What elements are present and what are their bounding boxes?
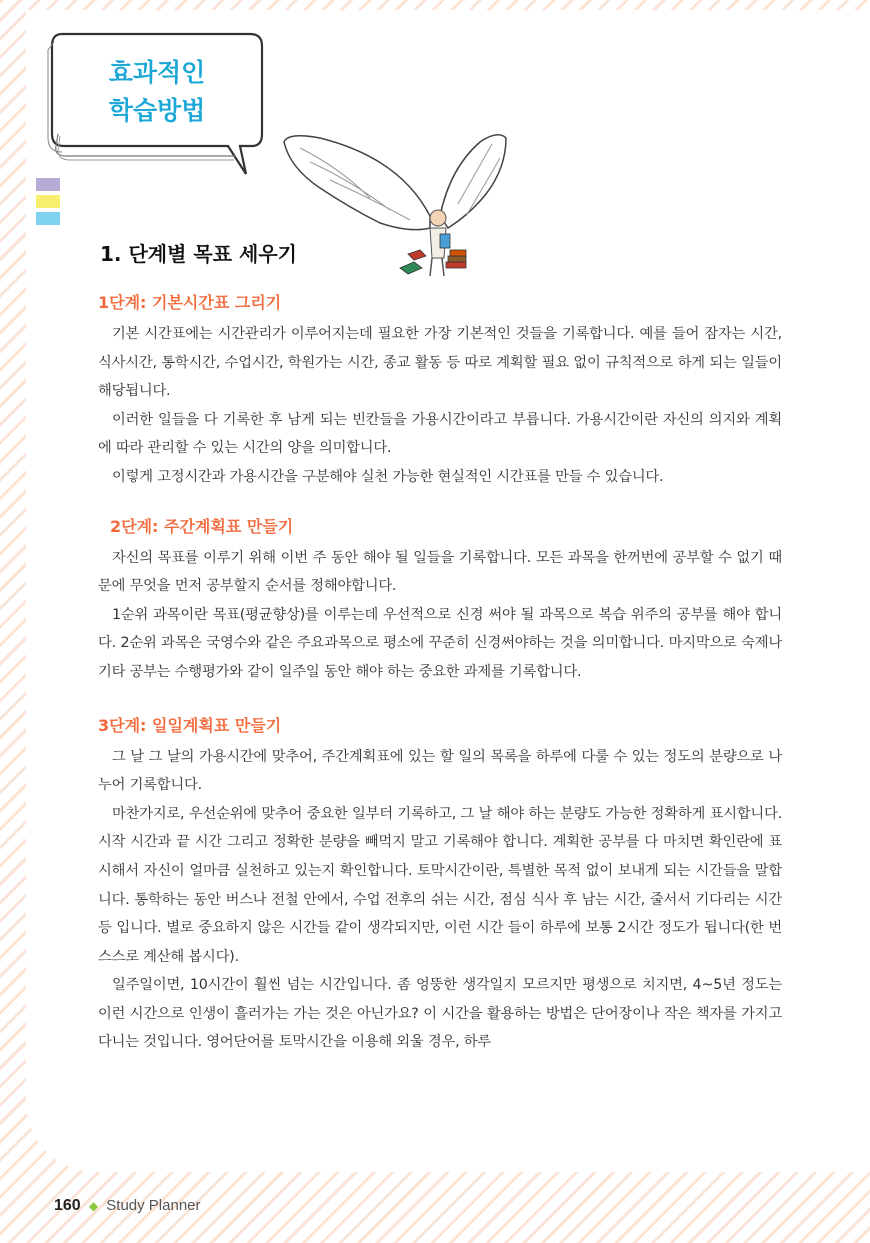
step-2	[98, 514, 782, 687]
step-3-paragraph-3: 일주일이면, 10시간이 훨씬 넘는 시간입니다. 좀 엉뚱한 생각일지 모르지만 평생으로 치지면, 4~5년 정도는 이런 시간으로 인생이 흘러가는 가는 것은 아닌가요? 이 시간을 활용하는 방법은 단어장이나 작은 책자를 가지고 다니는 것입니다. 영어단어를 토막시간을 이용해 외울 경우, 하루	[98, 977, 782, 1051]
step-1-paragraph-2: 이러한 일들을 다 기록한 후 남게 되는 빈칸들을 가용시간이라고 부릅니다. 가용시간이란 자신의 의지와 계획에 따라 관리할 수 있는 시간의 양을 의미합니다.	[98, 411, 782, 457]
step-3-title: 3단계: 일일계획표 만들기	[98, 715, 282, 735]
winged-student-illustration	[280, 128, 510, 288]
tab-purple	[36, 178, 60, 191]
tab-yellow	[36, 195, 60, 208]
color-tabs	[36, 178, 60, 229]
page-number: 160	[54, 1197, 81, 1214]
step-3	[98, 713, 782, 1058]
step-1	[98, 290, 782, 492]
step-1-paragraph-1: 기본 시간표에는 시간관리가 이루어지는데 필요한 가장 기본적인 것들을 기록합니다. 예를 들어 잠자는 시간, 식사시간, 통학시간, 수업시간, 학원가는 시간, 종교 활동 등 따로 계획할 필요 없이 규칙적으로 하게 되는 일들이 해당됩니다.	[98, 326, 782, 400]
step-2-title: 2단계: 주간계획표 만들기	[110, 516, 294, 536]
diamond-icon: ◆	[88, 1199, 99, 1213]
step-3-paragraph-1: 그 날 그 날의 가용시간에 맞추어, 주간계획표에 있는 할 일의 목록을 하루에 다룰 수 있는 정도의 분량으로 나누어 기록합니다.	[98, 748, 782, 794]
step-2-paragraph-1: 자신의 목표를 이루기 위해 이번 주 동안 해야 될 일들을 기록합니다. 모든 과목을 한꺼번에 공부할 수 없기 때문에 무엇을 먼저 공부할지 순서를 정해야합니다.	[98, 549, 782, 595]
bubble-title-line1: 효과적인	[108, 58, 206, 87]
tab-cyan	[36, 212, 60, 225]
right-wing-icon	[440, 135, 506, 228]
left-wing-icon	[284, 136, 430, 230]
step-1-title: 1단계: 기본시간표 그리기	[98, 293, 282, 312]
step-1-paragraph-3: 이렇게 고정시간과 가용시간을 구분해야 실천 가능한 현실적인 시간표를 만들 수 있습니다.	[112, 468, 664, 485]
content	[98, 290, 782, 1057]
step-2-paragraph-2: 1순위 과목이란 목표(평균향상)를 이루는데 우선적으로 신경 써야 될 과목으로 복습 위주의 공부를 해야 합니다. 2순위 과목은 국영수와 같은 주요과목으로 평소에 꾸준히 신경써야하는 것을 의미합니다. 마지막으로 숙제나 기타 공부는 수행평가와 같이 일주일 동안 해야 하는 중요한 과제를 기록합니다.	[98, 606, 783, 680]
bubble-title-line2: 학습방법	[108, 96, 206, 125]
section-heading: 1. 단계별 목표 세우기	[100, 242, 297, 266]
page-footer	[54, 1197, 201, 1215]
step-3-paragraph-2: 마찬가지로, 우선순위에 맞추어 중요한 일부터 기록하고, 그 날 해야 하는 분량도 가능한 정확하게 표시합니다. 시작 시간과 끝 시간 그리고 정확한 분량을 빼먹지 말고 기록해야 합니다. 계획한 공부를 다 마치면 확인란에 표시해서 자신이 얼마큼 실천하고 있는지 확인합니다. 토막시간이란, 특별한 목적 없이 보내게 되는 시간들을 말합니다. 통학하는 동안 버스나 전철 안에서, 수업 전후의 쉬는 시간, 점심 식사 후 남는 시간, 줄서서 기다리는 시간 등 입니다. 별로 중요하지 않은 시간들 같이 생각되지만, 이런 시간 들이 하루에 보통 2시간 정도가 됩니다(한 번 스스로 계산해 봅시다).	[98, 805, 782, 965]
bubble-title	[72, 54, 242, 130]
book-title: Study Planner	[106, 1197, 201, 1214]
